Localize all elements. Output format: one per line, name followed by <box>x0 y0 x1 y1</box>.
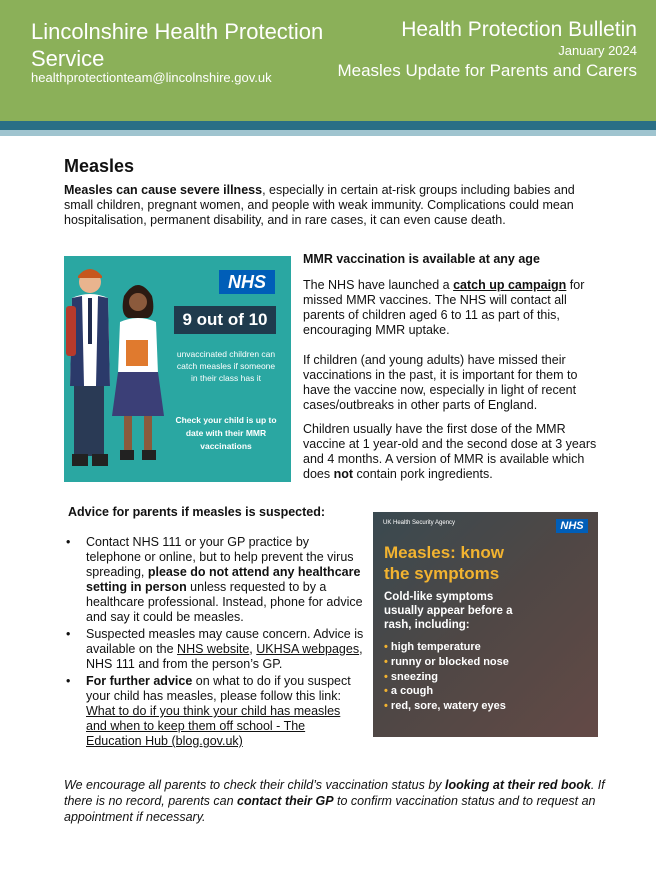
footer-note <box>64 777 612 825</box>
advice-b3-bold: For further advice <box>86 674 193 688</box>
symptom-item-text: a cough <box>390 685 434 698</box>
agency-label: UK Health Security Agency <box>383 520 456 526</box>
mmr-p1-post: for missed MMR vaccines. The NHS will contact all parents of children aged 6 to 11 as part of this, encouraging MMR uptake. <box>303 278 585 337</box>
mmr-p3-bold: not <box>333 467 354 481</box>
mmr-heading: MMR vaccination is available at any age <box>303 252 540 266</box>
symptom-item: • high temperature <box>384 641 481 653</box>
advice-b1-post: unless requested to by a healthcare professional. Instead, phone for advice and say it could be measles. <box>86 580 363 624</box>
intro-bold: Measles can cause severe illness <box>64 183 263 197</box>
mmr-column <box>303 252 603 482</box>
nhs-headline: 9 out of 10 <box>182 310 268 329</box>
footer-t2: . If there is no record, parents can <box>64 778 605 808</box>
intro-paragraph <box>64 183 604 228</box>
catch-up-campaign-link[interactable]: catch up campaign <box>453 278 567 292</box>
section-title: Measles <box>64 156 135 176</box>
list-item <box>64 674 364 749</box>
symptoms-subtitle: Cold-like symptoms usually appear before a rash, including: <box>384 591 513 631</box>
bullet-icon: • <box>66 627 71 641</box>
advice-b1-pre: Contact NHS 111 or your GP practice by telephone or online, but to help prevent the virus spreading, <box>86 535 354 579</box>
footer-t1-bold: looking at their red book <box>445 778 591 792</box>
mmr-paragraph-2: If children (and young adults) have missed their vaccinations in the past, it is important for them to have the vaccine now, especially in light of recent cases/outbreaks in other parts of England. <box>303 353 578 412</box>
mmr-p3-pre: Children usually have the first dose of the MMR vaccine at 1 year-old and the second dose at 3 years and 4 months. A version of MMR is available which does <box>303 422 597 481</box>
nhs-website-link[interactable]: NHS website <box>177 642 250 656</box>
mmr-p3-post: contain pork ingredients. <box>353 467 493 481</box>
symptom-item: • sneezing <box>384 670 438 683</box>
symptoms-title-line-2: the symptoms <box>384 564 500 583</box>
symptom-item-text: red, sore, watery eyes <box>390 700 506 713</box>
advice-b3-post: on what to do if you suspect your child has measles, please follow this link: <box>86 674 351 703</box>
nhs-text-1: unvaccinated children can catch measles if someone in their class has it <box>176 349 276 383</box>
advice-list <box>64 535 364 751</box>
symptoms-image <box>373 512 598 737</box>
header-stripe-light <box>0 130 656 136</box>
mmr-paragraph-3 <box>303 422 603 482</box>
org-name: Lincolnshire Health Protection Service <box>31 19 324 71</box>
bulletin-subtitle: Measles Update for Parents and Carers <box>337 61 637 80</box>
advice-b2-pre: Suspected measles may cause concern. Advice is available on the <box>86 627 364 656</box>
nhs-text-2: Check your child is up to date with their MMR vaccinations <box>175 415 277 451</box>
advice-b2-sep: , <box>249 642 257 656</box>
footer-t3: to confirm vaccination status and to request an appointment if necessary. <box>64 794 596 824</box>
footer-t2-bold: contact their GP <box>237 794 334 808</box>
footer-t1: We encourage all parents to check their child’s vaccination status by <box>64 778 445 792</box>
bulletin-title: Health Protection Bulletin <box>401 18 637 41</box>
nhs-logo: NHS <box>227 272 266 292</box>
symptom-item: • a cough <box>384 685 434 698</box>
symptom-item: • runny or blocked nose <box>384 655 509 668</box>
nhs-logo-small: NHS <box>560 520 584 532</box>
bullet-icon: • <box>66 535 71 549</box>
list-item <box>64 627 364 672</box>
symptoms-list <box>384 640 509 714</box>
list-item <box>64 535 364 625</box>
nhs-campaign-image <box>64 256 291 482</box>
advice-b2-post: , NHS 111 and from the person’s GP. <box>86 642 363 671</box>
intro-text: , especially in certain at-risk groups including babies and small children, pregnant women, and people with weak immunity. Complications could mean hospitalisation, permanent disability, and in rare cases, it can even cause death. <box>64 183 575 227</box>
symptom-item: • red, sore, watery eyes <box>384 700 506 713</box>
mmr-p1-pre: The NHS have launched a <box>303 278 454 292</box>
symptom-item-text: high temperature <box>390 641 481 653</box>
symptom-item-text: runny or blocked nose <box>390 655 509 668</box>
mmr-paragraph-1 <box>303 278 603 338</box>
bullet-icon: • <box>66 674 71 688</box>
symptom-item-text: sneezing <box>390 670 438 683</box>
header-stripe-dark <box>0 121 656 130</box>
education-hub-link[interactable]: What to do if you think your child has measles and when to keep them off school - The Education Hub (blog.gov.uk) <box>86 704 341 748</box>
advice-heading: Advice for parents if measles is suspected: <box>68 505 326 519</box>
symptoms-title <box>384 542 504 584</box>
org-email[interactable]: healthprotectionteam@lincolnshire.gov.uk <box>31 70 272 85</box>
ukhsa-webpages-link[interactable]: UKHSA webpages <box>256 642 360 656</box>
bulletin-date: January 2024 <box>558 43 637 58</box>
advice-b1-bold: please do not attend any healthcare setting in person <box>86 565 361 594</box>
symptoms-title-line-1: Measles: know <box>384 543 504 562</box>
